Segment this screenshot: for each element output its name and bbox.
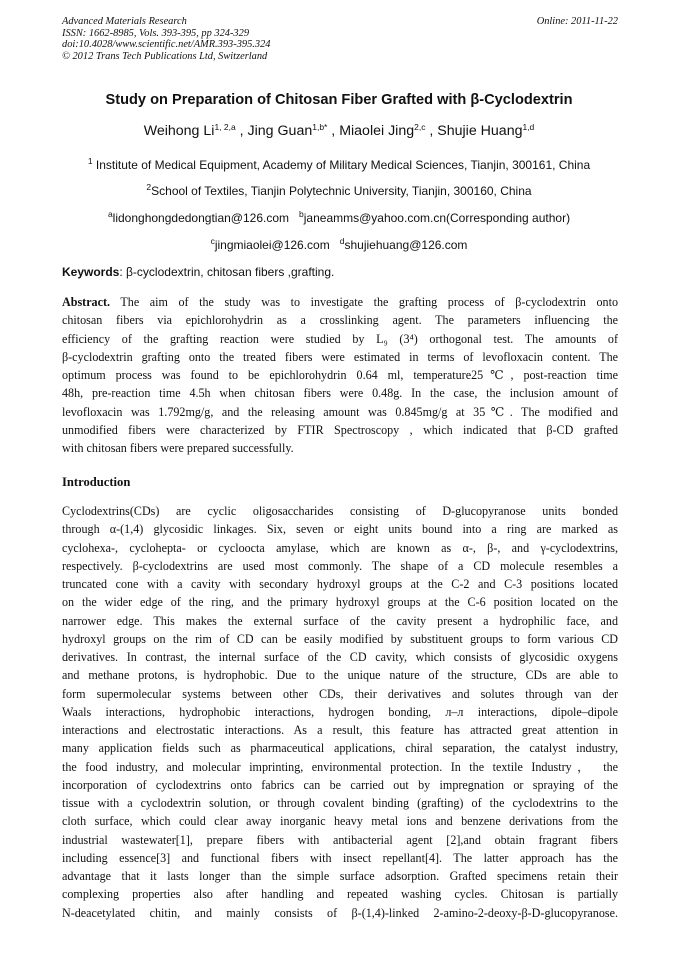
keywords-punct: : xyxy=(119,265,127,279)
affiliation-text: School of Textiles, Tianjin Polytechnic University, Tianjin, 300160, China xyxy=(151,184,532,198)
affiliation-mark: 2 xyxy=(146,182,152,192)
keywords-label: Keywords xyxy=(62,265,120,279)
abstract-label: Abstract. xyxy=(62,295,111,309)
email-line-1 xyxy=(0,211,678,225)
intro-line: and methane protons, is hydrophobic. Due to the unique nature of the structure, CDs are able to xyxy=(62,668,618,683)
email-mark: a xyxy=(107,209,113,219)
email-mark: b xyxy=(299,209,304,219)
intro-line: including essence[3] and functional fibers with insect repellant[4]. The latter approach has the xyxy=(62,850,618,865)
author-name: Shujie Huang xyxy=(437,123,523,139)
intro-line: the food industry, and molecular imprinting, environmental protection. In the textile Industry， the xyxy=(62,759,618,774)
journal-name: Advanced Materials Research xyxy=(62,16,187,27)
affiliation-mark: 1 xyxy=(87,156,93,166)
intro-line: Cyclodextrins(CDs) are cyclic oligosaccharides consisting of D-glucopyranose units bonded xyxy=(62,504,618,518)
email-mark: c xyxy=(210,236,215,246)
intro-line: many application fields such as pharmaceutical applications, chiral separation, the catalyst industry, xyxy=(62,741,618,756)
author-affiliation-mark: 1, 2,a xyxy=(214,122,236,132)
abstract-line: unmodified fibers were characterized by FTIR Spectroscopy , which indicated that β-CD grafted xyxy=(62,422,618,437)
intro-line: hydroxyl groups on the rim of CD can be easily modified by substituent groups to form various CD xyxy=(62,631,618,646)
author-name: Weihong Li xyxy=(143,123,215,139)
intro-line: truncated cone with a cavity with secondary hydroxyl groups at the C-2 and C-3 positions located xyxy=(62,577,618,591)
intro-line: cyclohexa-, cyclohepta- or cycloocta amylase, which are known as α-, β-, and γ-cyclodextrins, xyxy=(62,540,618,555)
abstract-line: chitosan fibers via epichlorohydrin as a crosslinking agent. The parameters influencing the xyxy=(62,313,618,328)
copyright-line: © 2012 Trans Tech Publications Ltd, Switzerland xyxy=(62,50,268,62)
email-b[interactable]: janeamms@yahoo.com.cn(Corresponding author) xyxy=(303,211,571,225)
author-affiliation-mark: 2,c xyxy=(414,122,426,132)
issn-line: ISSN: 1662-8985, Vols. 393-395, pp 324-329 xyxy=(62,27,250,39)
paper-title: Study on Preparation of Chitosan Fiber Grafted with β-Cyclodextrin xyxy=(105,92,573,108)
introduction-heading: Introduction xyxy=(62,475,131,489)
intro-line: respectively. β-cyclodextrins are used most commonly. The shape of a CD molecule resembles a xyxy=(62,558,618,573)
online-date: Online: 2011-11-22 xyxy=(536,16,618,27)
intro-line: cloth surface, which could clear away inorganic heavy metal ions and benzene derivations from the xyxy=(62,814,618,829)
introduction-body xyxy=(62,502,618,922)
author-separator: , xyxy=(235,123,248,139)
intro-line: through α-(1,4) glycosidic linkages. Six, seven or eight units bound into a ring are marked as xyxy=(62,522,618,537)
intro-line: interactions and electrostatic interactions. As a result, this feature has attracted great attention in xyxy=(62,723,618,737)
doi-line: doi:10.4028/www.scientific.net/AMR.393-395.324 xyxy=(62,39,271,51)
intro-line: industrial wastewater[1], prepare fibers with antibacterial agent [2],and obtain fragrant fibers xyxy=(62,832,618,847)
email-c[interactable]: jingmiaolei@126.com xyxy=(214,238,330,252)
keywords-text: β-cyclodextrin, chitosan fibers ,grafting. xyxy=(126,265,335,279)
affiliation-2 xyxy=(0,184,678,198)
email-line-2 xyxy=(0,238,678,252)
abstract-line: with chitosan fibers were prepared successfully. xyxy=(62,441,294,455)
intro-line: derivatives. In contrast, the internal surface of the CD cavity, which consists of glycosidic oxygens xyxy=(62,650,618,664)
intro-line: on the wider edge of the ring, and the primary hydroxyl groups at the C-6 position located on the xyxy=(62,595,618,610)
author-separator: , xyxy=(425,123,438,139)
intro-line: complexing properties also after handling and repeated washing cycles. Chitosan is partially xyxy=(62,887,618,902)
abstract-line: optimum process was found to be epichlorohydrin 0.64 ml, temperature25℃, post-reaction time xyxy=(62,368,618,382)
affiliation-text: Institute of Medical Equipment, Academy of Military Medical Sciences, Tianjin, 300161, China xyxy=(92,158,591,172)
intro-line: incorporation of cyclodextrins onto fabrics can be carried out by impregnation or spraying of the xyxy=(62,777,618,792)
keywords xyxy=(62,265,618,279)
intro-line: narrower edge. This makes the external surface of the cavity present a hydrophilic face, and xyxy=(62,613,618,628)
intro-line: form supermolecular systems between other CDs, their derivatives and solutes through van der xyxy=(62,686,618,701)
author-affiliation-mark: 1,d xyxy=(522,122,535,132)
intro-line: Waals interactions, hydrophobic interactions, hydrogen bonding, л–л interactions, dipole–dipole xyxy=(62,704,618,719)
affiliation-1 xyxy=(0,158,678,172)
abstract xyxy=(62,293,618,457)
email-d[interactable]: shujiehuang@126.com xyxy=(344,238,468,252)
running-header xyxy=(62,16,618,62)
author-name: Miaolei Jing xyxy=(339,123,415,139)
intro-line: advantage that it lasts longer than the simple surface adsorption. Grafted specimens retain their xyxy=(62,869,618,883)
abstract-line xyxy=(62,293,618,311)
abstract-line: 48h, pre-reaction time 4.5h when chitosan fibers were 0.48g. In the case, the inclusion amount of xyxy=(62,386,618,401)
author-name: Jing Guan xyxy=(247,123,313,139)
email-a[interactable]: lidonghongdedongtian@126.com xyxy=(112,211,289,225)
author-separator: , xyxy=(327,123,340,139)
intro-line: tissue with a cyclodextrin solution, or through covalent binding (grafting) of the cyclodextrins to the xyxy=(62,796,618,810)
author-list xyxy=(0,123,678,139)
author-affiliation-mark: 1,b* xyxy=(312,122,328,132)
abstract-line-text: The aim of the study was to investigate the grafting process of β-cyclodextrin onto xyxy=(110,295,618,309)
abstract-line: levofloxacin was 1.792mg/g, and the releasing amount was 0.845mg/g at 35℃. The modified and xyxy=(62,404,618,419)
email-mark: d xyxy=(339,236,345,246)
abstract-line: β-cyclodextrin grafting onto the treated fibers were estimated in terms of levofloxacin content. The xyxy=(62,349,618,364)
abstract-line: efficiency of the grafting reaction were studied by L₉ (3⁴) orthogonal test. The amounts of xyxy=(62,331,618,346)
intro-line: N-deacetylated chitin, and mainly consists of β-(1,4)-linked 2-amino-2-deoxy-β-D-glucopyranose. xyxy=(62,905,618,920)
